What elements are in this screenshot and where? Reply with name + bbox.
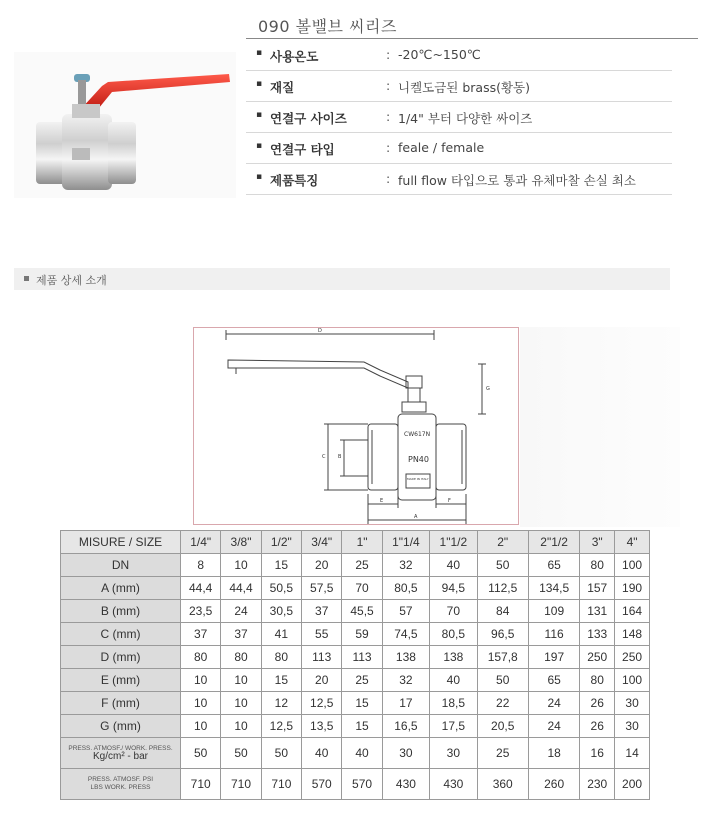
table-header-cell: 3/4": [302, 531, 342, 554]
table-row: [61, 577, 650, 600]
table-cell: 45,5: [342, 600, 382, 623]
table-cell: 260: [528, 769, 579, 800]
table-header-cell: 1/2": [261, 531, 301, 554]
table-cell: 80,5: [430, 623, 477, 646]
table-cell: 59: [342, 623, 382, 646]
table-cell: 74,5: [382, 623, 429, 646]
row-header-line: PRESS. ATMOSF./ WORK. PRESS.: [68, 744, 173, 752]
table-cell: 15: [342, 715, 382, 738]
table-cell: 710: [181, 769, 221, 800]
spec-value: 1/4" 부터 다양한 싸이즈: [398, 111, 533, 126]
body-marking-origin: MADE IN ITALY: [407, 477, 429, 481]
dim-label-e: E: [380, 498, 384, 504]
row-header-line: Kg/cm² - bar: [92, 750, 148, 762]
table-cell: 710: [221, 769, 261, 800]
table-row-pressure-psi: [61, 769, 650, 800]
bullet-icon: ▪: [256, 110, 263, 120]
table-cell: 148: [615, 623, 650, 646]
table-cell: 37: [221, 623, 261, 646]
table-header-cell: MISURE / SIZE: [61, 531, 181, 554]
table-cell: 8: [181, 554, 221, 577]
title-divider: [246, 38, 698, 39]
row-header-pressure-bar: [61, 738, 181, 769]
table-cell: 22: [477, 692, 528, 715]
table-cell: 134,5: [528, 577, 579, 600]
table-cell: 26: [580, 715, 615, 738]
table-cell: 15: [261, 554, 301, 577]
table-cell: 138: [382, 646, 429, 669]
table-header-cell: 3/8": [221, 531, 261, 554]
table-cell: 30: [430, 738, 477, 769]
spec-row-connection-type: [246, 133, 672, 164]
table-cell: 430: [430, 769, 477, 800]
table-header-cell: 1/4": [181, 531, 221, 554]
table-cell: 570: [302, 769, 342, 800]
body-marking-pressure: PN40: [408, 455, 429, 464]
spec-row-features: [246, 164, 672, 195]
table-cell: 10: [221, 669, 261, 692]
table-header-cell: 2": [477, 531, 528, 554]
table-cell: 37: [181, 623, 221, 646]
table-cell: 30: [615, 692, 650, 715]
table-cell: 15: [261, 669, 301, 692]
table-cell: 131: [580, 600, 615, 623]
bullet-icon: ▪: [256, 141, 263, 151]
spec-value: -20℃~150℃: [398, 47, 481, 62]
row-header-cell: D (mm): [61, 646, 181, 669]
table-cell: 23,5: [181, 600, 221, 623]
table-cell: 18,5: [430, 692, 477, 715]
table-cell: 40: [342, 738, 382, 769]
dim-label-a: A: [414, 514, 418, 520]
table-cell: 10: [221, 715, 261, 738]
table-cell: 50: [221, 738, 261, 769]
table-cell: 80: [580, 554, 615, 577]
table-cell: 14: [615, 738, 650, 769]
table-row: [61, 669, 650, 692]
table-header-cell: 4": [615, 531, 650, 554]
table-cell: 50: [261, 738, 301, 769]
table-cell: 10: [181, 669, 221, 692]
table-header-cell: 1"1/4: [382, 531, 429, 554]
table-cell: 157: [580, 577, 615, 600]
table-cell: 138: [430, 646, 477, 669]
table-cell: 80: [580, 669, 615, 692]
table-row: [61, 623, 650, 646]
table-cell: 80: [181, 646, 221, 669]
row-header-cell: B (mm): [61, 600, 181, 623]
technical-drawing: [193, 327, 519, 525]
table-cell: 94,5: [430, 577, 477, 600]
table-cell: 24: [528, 715, 579, 738]
bullet-icon: ▪: [256, 79, 263, 89]
table-cell: 197: [528, 646, 579, 669]
table-cell: 70: [342, 577, 382, 600]
spec-label: 연결구 타입: [270, 142, 335, 157]
table-row-pressure-bar: [61, 738, 650, 769]
table-cell: 100: [615, 554, 650, 577]
table-cell: 164: [615, 600, 650, 623]
table-cell: 360: [477, 769, 528, 800]
table-cell: 84: [477, 600, 528, 623]
spec-colon: :: [386, 109, 391, 124]
table-cell: 113: [342, 646, 382, 669]
spec-colon: :: [386, 47, 391, 62]
table-cell: 12,5: [261, 715, 301, 738]
spec-colon: :: [386, 78, 391, 93]
body-marking-material: CW617N: [404, 431, 431, 438]
row-header-cell: E (mm): [61, 669, 181, 692]
dim-label-c: C: [322, 454, 326, 460]
spec-label: 재질: [270, 80, 295, 95]
table-body: [61, 554, 650, 738]
table-row: [61, 715, 650, 738]
table-header-cell: 2"1/2: [528, 531, 579, 554]
table-cell: 40: [302, 738, 342, 769]
table-cell: 100: [615, 669, 650, 692]
row-header-cell: F (mm): [61, 692, 181, 715]
table-cell: 37: [302, 600, 342, 623]
table-cell: 20: [302, 554, 342, 577]
spec-row-temperature: [246, 40, 672, 71]
table-cell: 13,5: [302, 715, 342, 738]
table-cell: 133: [580, 623, 615, 646]
table-cell: 44,4: [181, 577, 221, 600]
table-cell: 16,5: [382, 715, 429, 738]
row-header-line: PRESS. ATMOSF. PSI: [87, 776, 154, 783]
table-header-cell: 1": [342, 531, 382, 554]
ball-valve-image: [14, 52, 236, 198]
spec-row-connection-size: [246, 102, 672, 133]
table-cell: 50: [477, 669, 528, 692]
row-header-line: LBS WORK. PRESS: [90, 784, 151, 791]
table-header-cell: 3": [580, 531, 615, 554]
table-row: [61, 692, 650, 715]
dim-label-b: B: [338, 454, 342, 460]
table-cell: 190: [615, 577, 650, 600]
spec-value: feale / female: [398, 140, 485, 155]
table-cell: 25: [477, 738, 528, 769]
product-title: 090 볼밸브 씨리즈: [258, 17, 397, 36]
table-cell: 65: [528, 669, 579, 692]
table-row: [61, 646, 650, 669]
table-cell: 109: [528, 600, 579, 623]
bullet-icon: ▪: [256, 48, 263, 58]
table-cell: 10: [181, 692, 221, 715]
table-cell: 12: [261, 692, 301, 715]
table-cell: 116: [528, 623, 579, 646]
square-bullet-icon: [24, 276, 29, 281]
table-cell: 55: [302, 623, 342, 646]
row-header-cell: G (mm): [61, 715, 181, 738]
table-cell: 50,5: [261, 577, 301, 600]
table-cell: 65: [528, 554, 579, 577]
table-cell: 710: [261, 769, 301, 800]
table-cell: 10: [221, 692, 261, 715]
table-cell: 96,5: [477, 623, 528, 646]
table-cell: 40: [430, 669, 477, 692]
dim-label-f: F: [448, 498, 451, 504]
dim-label-g: G: [486, 386, 490, 392]
spec-list: [246, 40, 672, 195]
table-cell: 50: [181, 738, 221, 769]
table-cell: 10: [221, 554, 261, 577]
row-header-cell: DN: [61, 554, 181, 577]
table-cell: 113: [302, 646, 342, 669]
table-cell: 30: [382, 738, 429, 769]
dim-label-d: D: [318, 328, 322, 334]
table-cell: 57: [382, 600, 429, 623]
table-cell: 20,5: [477, 715, 528, 738]
spec-colon: :: [386, 171, 391, 186]
spec-label: 제품특징: [270, 173, 319, 188]
spec-value: full flow 타입으로 통과 유체마찰 손실 최소: [398, 173, 636, 188]
product-photo: [14, 52, 236, 198]
spec-label: 연결구 사이즈: [270, 111, 347, 126]
row-header-pressure-psi: [61, 769, 181, 800]
spec-value: 니켈도금된 brass(황동): [398, 80, 531, 95]
row-header-cell: C (mm): [61, 623, 181, 646]
spec-label: 사용온도: [270, 49, 319, 64]
table-row: [61, 554, 650, 577]
table-cell: 230: [580, 769, 615, 800]
table-cell: 17: [382, 692, 429, 715]
section-title: 제품 상세 소개: [36, 274, 107, 287]
table-cell: 40: [430, 554, 477, 577]
row-header-cell: A (mm): [61, 577, 181, 600]
table-cell: 12,5: [302, 692, 342, 715]
table-cell: 200: [615, 769, 650, 800]
table-cell: 57,5: [302, 577, 342, 600]
table-cell: 70: [430, 600, 477, 623]
table-cell: 30,5: [261, 600, 301, 623]
table-cell: 112,5: [477, 577, 528, 600]
table-header-row: [61, 531, 650, 554]
table-cell: 32: [382, 669, 429, 692]
table-cell: 41: [261, 623, 301, 646]
table-cell: 30: [615, 715, 650, 738]
valve-dimension-drawing: [194, 328, 518, 524]
table-cell: 24: [528, 692, 579, 715]
table-row: [61, 600, 650, 623]
table-cell: 430: [382, 769, 429, 800]
table-cell: 570: [342, 769, 382, 800]
spec-row-material: [246, 71, 672, 102]
bullet-icon: ▪: [256, 172, 263, 182]
table-cell: 15: [342, 692, 382, 715]
dimensions-table: [60, 530, 650, 800]
table-cell: 18: [528, 738, 579, 769]
table-cell: 80: [261, 646, 301, 669]
table-cell: 24: [221, 600, 261, 623]
table-cell: 25: [342, 669, 382, 692]
table-cell: 44,4: [221, 577, 261, 600]
table-cell: 80,5: [382, 577, 429, 600]
table-cell: 250: [580, 646, 615, 669]
table-cell: 20: [302, 669, 342, 692]
spec-colon: :: [386, 140, 391, 155]
table-cell: 26: [580, 692, 615, 715]
table-cell: 50: [477, 554, 528, 577]
background-watermark: [520, 327, 680, 527]
table-cell: 17,5: [430, 715, 477, 738]
table-cell: 16: [580, 738, 615, 769]
table-cell: 250: [615, 646, 650, 669]
table-cell: 10: [181, 715, 221, 738]
table-cell: 80: [221, 646, 261, 669]
table-header-cell: 1"1/2: [430, 531, 477, 554]
table-cell: 157,8: [477, 646, 528, 669]
section-heading-bar: [14, 268, 670, 290]
table-cell: 32: [382, 554, 429, 577]
table-cell: 25: [342, 554, 382, 577]
